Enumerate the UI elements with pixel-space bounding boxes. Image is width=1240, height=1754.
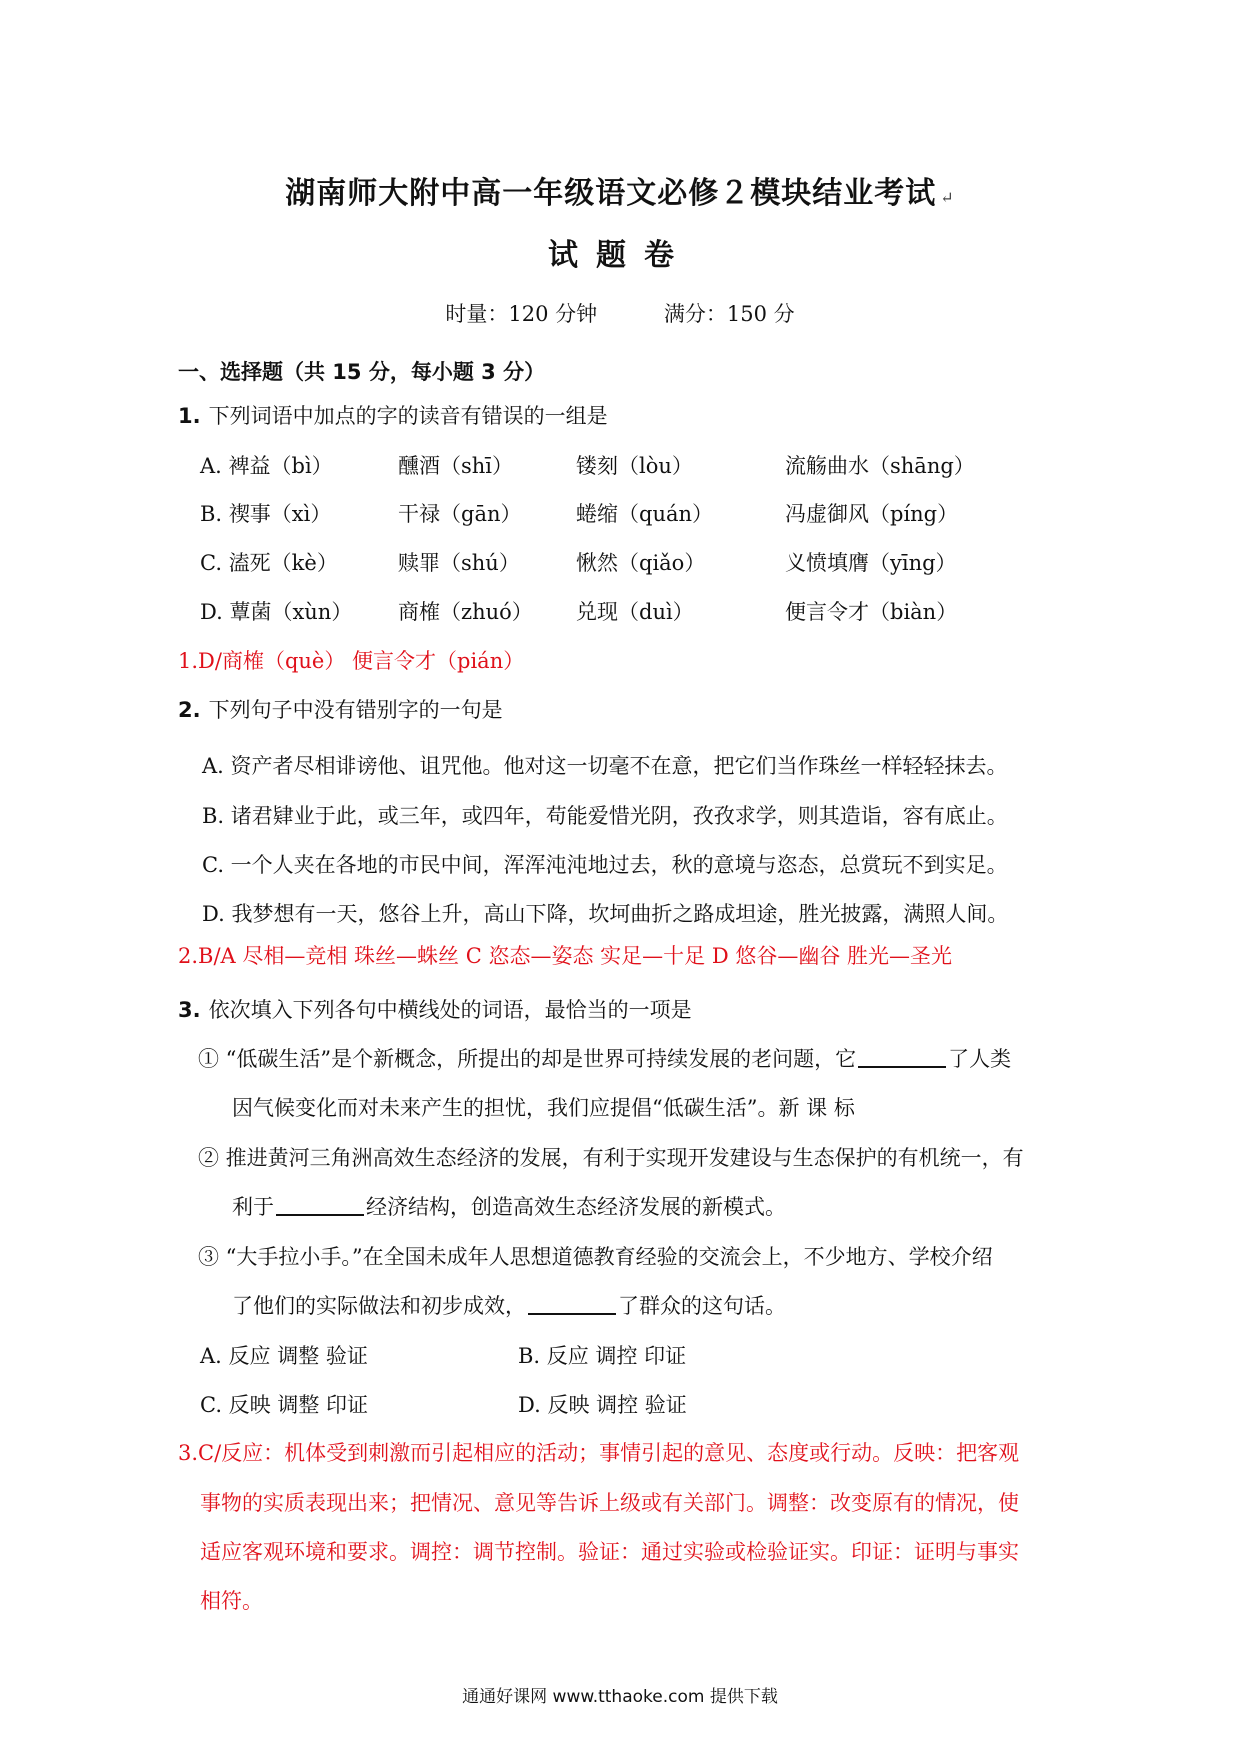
score-label: 满分：150 分	[663, 302, 795, 326]
q3-text: 利于	[232, 1195, 274, 1219]
q1-cell: 冯虚御风（píng）	[785, 502, 959, 526]
answer-2: 2.B/A 尽相—竞相 珠丝—蛛丝 C 恣态—姿态 实足—十足 D 悠谷—幽谷 胜光—圣光	[178, 944, 953, 968]
q2-option-b: B. 诸君肄业于此，或三年，或四年，苟能爱惜光阴，孜孜求学，则其造诣，容有底止。	[202, 804, 1008, 828]
q1-cell: 便言令才（biàn）	[785, 600, 958, 624]
q3-option-d: D. 反映 调控 验证	[518, 1393, 687, 1417]
fill-blank	[858, 1048, 946, 1068]
q2-option-c: C. 一个人夹在各地的市民中间，浑浑沌沌地过去，秋的意境与恣态，总赏玩不到实足。	[202, 853, 1008, 877]
q3-text: 了群众的这句话。	[618, 1294, 786, 1318]
q1-cell: 商榷（zhuó）	[398, 600, 533, 624]
q1-cell: 义愤填膺（yīng）	[785, 551, 957, 575]
question-3-stem	[178, 994, 692, 1024]
exam-title	[0, 168, 1240, 212]
q1-cell: 赎罪（shú）	[398, 551, 520, 575]
q3-text: 经济结构，创造高效生态经济发展的新模式。	[366, 1195, 786, 1219]
q1-cell: C. 溘死（kè）	[200, 551, 338, 575]
q3-option-a: A. 反应 调整 验证	[200, 1344, 368, 1368]
answer-3-line: 事物的实质表现出来；把情况、意见等告诉上级或有关部门。调整：改变原有的情况，使	[200, 1491, 1019, 1515]
question-number: 3.	[178, 998, 201, 1022]
q1-cell: 蜷缩（quán）	[576, 502, 714, 526]
answer-3-line: 适应客观环境和要求。调控：调节控制。验证：通过实验或检验证实。印证：证明与事实	[200, 1540, 1019, 1564]
q1-cell: 干禄（gān）	[398, 502, 522, 526]
q1-cell: 镂刻（lòu）	[576, 454, 693, 478]
q3-text: 了他们的实际做法和初步成效，	[232, 1294, 526, 1318]
exam-subtitle: 试题卷	[548, 238, 692, 273]
q3-item2-line2	[232, 1191, 786, 1221]
section-title: 一、选择题（共 15 分，每小题 3 分）	[178, 360, 546, 384]
fill-blank	[276, 1196, 364, 1216]
q1-cell: 愀然（qiǎo）	[576, 551, 706, 575]
q3-item1-line1	[198, 1043, 1011, 1073]
return-mark: ↵	[940, 188, 955, 207]
exam-meta	[0, 298, 1240, 328]
q1-cell: D. 蕈菌（xùn）	[200, 600, 353, 624]
q2-option-a: A. 资产者尽相诽谤他、诅咒他。他对这一切毫不在意，把它们当作珠丝一样轻轻抹去。	[202, 754, 1008, 778]
page-footer: 通通好课网 www.tthaoke.com 提供下载	[462, 1687, 778, 1707]
q2-option-d: D. 我梦想有一天，悠谷上升，高山下降，坎坷曲折之路成坦途，胜光披露，满照人间。	[202, 902, 1009, 926]
question-number: 1.	[178, 404, 201, 428]
q3-text: 了人类	[948, 1047, 1012, 1071]
time-label: 时量：120 分钟	[445, 302, 598, 326]
q3-option-b: B. 反应 调控 印证	[518, 1344, 687, 1368]
question-text: 下列词语中加点的字的读音有错误的一组是	[208, 404, 608, 428]
q3-item3-line1: ③ “大手拉小手。”在全国未成年人思想道德教育经验的交流会上，不少地方、学校介绍	[198, 1245, 993, 1269]
q3-item3-line2	[232, 1290, 786, 1320]
q1-cell: B. 禊事（xì）	[200, 502, 332, 526]
question-number: 2.	[178, 698, 201, 722]
q1-cell: A. 裨益（bì）	[200, 454, 333, 478]
q3-item1-line2: 因气候变化而对未来产生的担忧，我们应提倡“低碳生活”。新 课 标	[232, 1096, 855, 1120]
fill-blank	[528, 1295, 616, 1315]
question-1-stem	[178, 400, 608, 430]
q1-cell: 兑现（duì）	[576, 600, 694, 624]
answer-1: 1.D/商榷（què） 便言令才（pián）	[178, 649, 525, 673]
answer-3-line: 相符。	[200, 1589, 263, 1613]
q1-cell: 醺酒（shī）	[398, 454, 514, 478]
question-text: 依次填入下列各句中横线处的词语，最恰当的一项是	[208, 998, 692, 1022]
q3-item2-line1: ② 推进黄河三角洲高效生态经济的发展，有利于实现开发建设与生态保护的有机统一，有	[198, 1146, 1024, 1170]
q1-cell: 流觞曲水（shāng）	[785, 454, 975, 478]
question-text: 下列句子中没有错别字的一句是	[208, 698, 503, 722]
exam-title-text: 湖南师大附中高一年级语文必修２模块结业考试	[285, 176, 937, 211]
question-2-stem	[178, 694, 503, 724]
q3-option-c: C. 反映 调整 印证	[200, 1393, 369, 1417]
q3-text: ① “低碳生活”是个新概念，所提出的却是世界可持续发展的老问题，它	[198, 1047, 857, 1071]
answer-3-line: 3.C/反应：机体受到刺激而引起相应的活动；事情引起的意见、态度或行动。反映：把客观	[178, 1441, 1020, 1465]
